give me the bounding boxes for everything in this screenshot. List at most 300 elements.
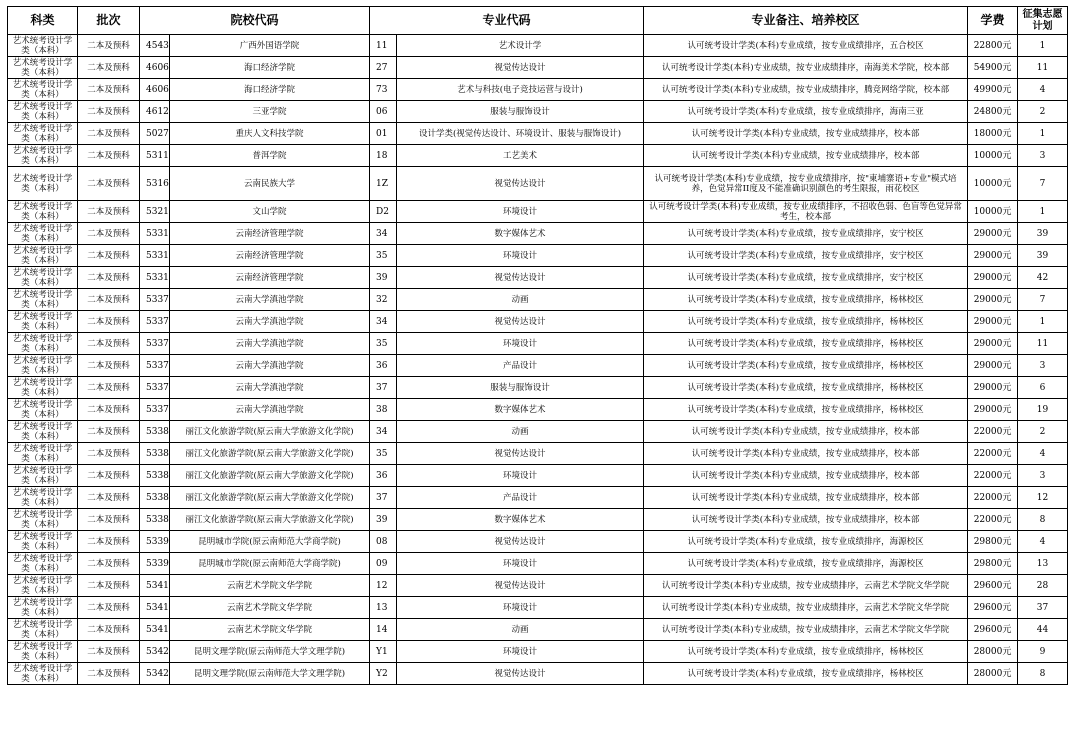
school-name-cell: 丽江文化旅游学院(原云南大学旅游文化学院) (170, 443, 370, 465)
school-id-cell: 4606 (140, 79, 170, 101)
major-id-cell: 12 (370, 575, 397, 597)
table-row (8, 267, 1068, 289)
category-cell: 艺术统考设计学类（本科） (8, 57, 78, 79)
table-row (8, 79, 1068, 101)
major-name-cell: 数字媒体艺术 (397, 223, 644, 245)
school-name-cell: 云南艺术学院文华学院 (170, 597, 370, 619)
category-cell: 艺术统考设计学类（本科） (8, 597, 78, 619)
notes-cell: 认可统考设计学类(本科)专业成绩，按专业成绩排序，云南艺术学院文华学院 (644, 575, 968, 597)
plan-cell: 3 (1018, 465, 1068, 487)
fee-cell: 29800元 (968, 553, 1018, 575)
batch-cell: 二本及预科 (78, 663, 140, 685)
major-name-cell: 环境设计 (397, 245, 644, 267)
school-name-cell: 云南大学滇池学院 (170, 289, 370, 311)
table-row (8, 223, 1068, 245)
school-name-cell: 丽江文化旅游学院(原云南大学旅游文化学院) (170, 421, 370, 443)
admission-plan-sheet (7, 6, 1068, 685)
major-id-cell: 36 (370, 355, 397, 377)
batch-cell: 二本及预科 (78, 57, 140, 79)
plan-cell: 7 (1018, 167, 1068, 201)
batch-cell: 二本及预科 (78, 597, 140, 619)
table-row (8, 167, 1068, 201)
notes-cell: 认可统考设计学类(本科)专业成绩，按专业成绩排序，校本部 (644, 443, 968, 465)
major-id-cell: 01 (370, 123, 397, 145)
table-row (8, 57, 1068, 79)
school-id-cell: 4612 (140, 101, 170, 123)
school-id-cell: 4543 (140, 35, 170, 57)
category-cell: 艺术统考设计学类（本科） (8, 145, 78, 167)
fee-cell: 22000元 (968, 443, 1018, 465)
major-id-cell: 35 (370, 443, 397, 465)
school-id-cell: 5338 (140, 421, 170, 443)
table-row (8, 641, 1068, 663)
header-plan: 征集志愿计划 (1018, 7, 1068, 35)
table-body (8, 35, 1068, 685)
fee-cell: 18000元 (968, 123, 1018, 145)
major-name-cell: 视觉传达设计 (397, 663, 644, 685)
fee-cell: 22000元 (968, 421, 1018, 443)
fee-cell: 29600元 (968, 597, 1018, 619)
category-cell: 艺术统考设计学类（本科） (8, 167, 78, 201)
table-row (8, 443, 1068, 465)
major-name-cell: 视觉传达设计 (397, 311, 644, 333)
notes-cell: 认可统考设计学类(本科)专业成绩，按专业成绩排序，杨林校区 (644, 663, 968, 685)
batch-cell: 二本及预科 (78, 465, 140, 487)
table-row (8, 509, 1068, 531)
fee-cell: 29000元 (968, 377, 1018, 399)
table-row (8, 399, 1068, 421)
school-id-cell: 5338 (140, 487, 170, 509)
fee-cell: 10000元 (968, 145, 1018, 167)
major-name-cell: 视觉传达设计 (397, 167, 644, 201)
fee-cell: 29000元 (968, 355, 1018, 377)
table-row (8, 575, 1068, 597)
batch-cell: 二本及预科 (78, 201, 140, 223)
fee-cell: 49900元 (968, 79, 1018, 101)
table-row (8, 245, 1068, 267)
school-id-cell: 5341 (140, 619, 170, 641)
plan-cell: 44 (1018, 619, 1068, 641)
fee-cell: 22000元 (968, 509, 1018, 531)
header-major-code: 专业代码 (370, 7, 644, 35)
plan-cell: 2 (1018, 421, 1068, 443)
category-cell: 艺术统考设计学类（本科） (8, 333, 78, 355)
school-name-cell: 云南大学滇池学院 (170, 333, 370, 355)
plan-cell: 39 (1018, 223, 1068, 245)
plan-cell: 12 (1018, 487, 1068, 509)
category-cell: 艺术统考设计学类（本科） (8, 355, 78, 377)
school-id-cell: 5331 (140, 245, 170, 267)
major-id-cell: 1Z (370, 167, 397, 201)
category-cell: 艺术统考设计学类（本科） (8, 465, 78, 487)
batch-cell: 二本及预科 (78, 553, 140, 575)
plan-cell: 4 (1018, 531, 1068, 553)
category-cell: 艺术统考设计学类（本科） (8, 101, 78, 123)
batch-cell: 二本及预科 (78, 619, 140, 641)
fee-cell: 29000元 (968, 289, 1018, 311)
category-cell: 艺术统考设计学类（本科） (8, 575, 78, 597)
plan-cell: 7 (1018, 289, 1068, 311)
notes-cell: 认可统考设计学类(本科)专业成绩，按专业成绩排序，不招收色弱、色盲等色觉异常考生，校本部 (644, 201, 968, 223)
major-id-cell: 09 (370, 553, 397, 575)
fee-cell: 54900元 (968, 57, 1018, 79)
school-id-cell: 5342 (140, 641, 170, 663)
table-row (8, 289, 1068, 311)
batch-cell: 二本及预科 (78, 35, 140, 57)
fee-cell: 28000元 (968, 663, 1018, 685)
school-id-cell: 5338 (140, 465, 170, 487)
category-cell: 艺术统考设计学类（本科） (8, 289, 78, 311)
admission-plan-table (7, 6, 1068, 685)
major-id-cell: 06 (370, 101, 397, 123)
major-name-cell: 数字媒体艺术 (397, 509, 644, 531)
major-name-cell: 动画 (397, 619, 644, 641)
table-row (8, 553, 1068, 575)
school-name-cell: 丽江文化旅游学院(原云南大学旅游文化学院) (170, 509, 370, 531)
school-name-cell: 云南民族大学 (170, 167, 370, 201)
major-name-cell: 视觉传达设计 (397, 57, 644, 79)
notes-cell: 认可统考设计学类(本科)专业成绩，按专业成绩排序，云南艺术学院文华学院 (644, 619, 968, 641)
notes-cell: 认可统考设计学类(本科)专业成绩，按专业成绩排序，校本部 (644, 421, 968, 443)
category-cell: 艺术统考设计学类（本科） (8, 79, 78, 101)
major-id-cell: 38 (370, 399, 397, 421)
major-name-cell: 工艺美术 (397, 145, 644, 167)
category-cell: 艺术统考设计学类（本科） (8, 487, 78, 509)
header-school-code: 院校代码 (140, 7, 370, 35)
batch-cell: 二本及预科 (78, 399, 140, 421)
fee-cell: 29000元 (968, 223, 1018, 245)
major-name-cell: 设计学类(视觉传达设计、环境设计、服装与服饰设计) (397, 123, 644, 145)
batch-cell: 二本及预科 (78, 289, 140, 311)
header-row (8, 7, 1068, 35)
fee-cell: 29800元 (968, 531, 1018, 553)
category-cell: 艺术统考设计学类（本科） (8, 123, 78, 145)
school-name-cell: 云南经济管理学院 (170, 223, 370, 245)
major-id-cell: 39 (370, 509, 397, 531)
school-id-cell: 5338 (140, 509, 170, 531)
school-name-cell: 广西外国语学院 (170, 35, 370, 57)
school-id-cell: 5337 (140, 311, 170, 333)
table-row (8, 487, 1068, 509)
batch-cell: 二本及预科 (78, 531, 140, 553)
school-id-cell: 5338 (140, 443, 170, 465)
batch-cell: 二本及预科 (78, 123, 140, 145)
category-cell: 艺术统考设计学类（本科） (8, 531, 78, 553)
school-name-cell: 昆明城市学院(原云南师范大学商学院) (170, 553, 370, 575)
school-id-cell: 5341 (140, 597, 170, 619)
school-name-cell: 云南大学滇池学院 (170, 355, 370, 377)
plan-cell: 1 (1018, 123, 1068, 145)
school-name-cell: 海口经济学院 (170, 57, 370, 79)
school-name-cell: 昆明文理学院(原云南师范大学文理学院) (170, 663, 370, 685)
major-name-cell: 服装与服饰设计 (397, 377, 644, 399)
batch-cell: 二本及预科 (78, 575, 140, 597)
school-name-cell: 云南经济管理学院 (170, 245, 370, 267)
fee-cell: 24800元 (968, 101, 1018, 123)
notes-cell: 认可统考设计学类(本科)专业成绩，按专业成绩排序，海源校区 (644, 553, 968, 575)
school-name-cell: 丽江文化旅游学院(原云南大学旅游文化学院) (170, 465, 370, 487)
major-name-cell: 视觉传达设计 (397, 443, 644, 465)
batch-cell: 二本及预科 (78, 145, 140, 167)
fee-cell: 29000元 (968, 333, 1018, 355)
category-cell: 艺术统考设计学类（本科） (8, 553, 78, 575)
plan-cell: 37 (1018, 597, 1068, 619)
major-name-cell: 艺术设计学 (397, 35, 644, 57)
major-id-cell: 34 (370, 223, 397, 245)
batch-cell: 二本及预科 (78, 223, 140, 245)
table-row (8, 145, 1068, 167)
fee-cell: 10000元 (968, 201, 1018, 223)
fee-cell: 29000元 (968, 311, 1018, 333)
major-name-cell: 艺术与科技(电子竞技运营与设计) (397, 79, 644, 101)
category-cell: 艺术统考设计学类（本科） (8, 641, 78, 663)
notes-cell: 认可统考设计学类(本科)专业成绩，按专业成绩排序，按"東埔寨语+专业"模式培养，色觉异常II度及不能准确识别颜色的考生限报，雨花校区 (644, 167, 968, 201)
major-id-cell: D2 (370, 201, 397, 223)
batch-cell: 二本及预科 (78, 267, 140, 289)
plan-cell: 19 (1018, 399, 1068, 421)
school-id-cell: 5341 (140, 575, 170, 597)
table-row (8, 35, 1068, 57)
header-fee: 学费 (968, 7, 1018, 35)
notes-cell: 认可统考设计学类(本科)专业成绩，按专业成绩排序，杨林校区 (644, 641, 968, 663)
plan-cell: 1 (1018, 201, 1068, 223)
notes-cell: 认可统考设计学类(本科)专业成绩，按专业成绩排序，安宁校区 (644, 245, 968, 267)
fee-cell: 29000元 (968, 267, 1018, 289)
batch-cell: 二本及预科 (78, 421, 140, 443)
school-id-cell: 5337 (140, 355, 170, 377)
major-name-cell: 环境设计 (397, 333, 644, 355)
school-name-cell: 云南艺术学院文华学院 (170, 619, 370, 641)
batch-cell: 二本及预科 (78, 101, 140, 123)
fee-cell: 22800元 (968, 35, 1018, 57)
batch-cell: 二本及预科 (78, 311, 140, 333)
school-id-cell: 5339 (140, 531, 170, 553)
major-id-cell: 73 (370, 79, 397, 101)
batch-cell: 二本及预科 (78, 487, 140, 509)
category-cell: 艺术统考设计学类（本科） (8, 399, 78, 421)
plan-cell: 3 (1018, 355, 1068, 377)
school-name-cell: 云南艺术学院文华学院 (170, 575, 370, 597)
major-id-cell: 34 (370, 421, 397, 443)
table-row (8, 597, 1068, 619)
school-id-cell: 5342 (140, 663, 170, 685)
plan-cell: 39 (1018, 245, 1068, 267)
school-name-cell: 重庆人文科技学院 (170, 123, 370, 145)
major-id-cell: 36 (370, 465, 397, 487)
notes-cell: 认可统考设计学类(本科)专业成绩，按专业成绩排序，腾竞网络学院，校本部 (644, 79, 968, 101)
major-name-cell: 动画 (397, 289, 644, 311)
notes-cell: 认可统考设计学类(本科)专业成绩，按专业成绩排序，海源校区 (644, 531, 968, 553)
notes-cell: 认可统考设计学类(本科)专业成绩，按专业成绩排序，安宁校区 (644, 223, 968, 245)
notes-cell: 认可统考设计学类(本科)专业成绩，按专业成绩排序，杨林校区 (644, 311, 968, 333)
batch-cell: 二本及预科 (78, 355, 140, 377)
table-row (8, 465, 1068, 487)
category-cell: 艺术统考设计学类（本科） (8, 619, 78, 641)
header-batch: 批次 (78, 7, 140, 35)
school-name-cell: 普洱学院 (170, 145, 370, 167)
notes-cell: 认可统考设计学类(本科)专业成绩，按专业成绩排序，校本部 (644, 509, 968, 531)
plan-cell: 4 (1018, 443, 1068, 465)
table-row (8, 311, 1068, 333)
major-name-cell: 环境设计 (397, 641, 644, 663)
major-name-cell: 产品设计 (397, 487, 644, 509)
major-name-cell: 动画 (397, 421, 644, 443)
school-id-cell: 5337 (140, 377, 170, 399)
school-id-cell: 5331 (140, 223, 170, 245)
plan-cell: 11 (1018, 333, 1068, 355)
category-cell: 艺术统考设计学类（本科） (8, 443, 78, 465)
table-row (8, 123, 1068, 145)
batch-cell: 二本及预科 (78, 443, 140, 465)
notes-cell: 认可统考设计学类(本科)专业成绩，按专业成绩排序，五合校区 (644, 35, 968, 57)
major-id-cell: 35 (370, 333, 397, 355)
major-id-cell: 14 (370, 619, 397, 641)
notes-cell: 认可统考设计学类(本科)专业成绩，按专业成绩排序，南海美术学院，校本部 (644, 57, 968, 79)
batch-cell: 二本及预科 (78, 641, 140, 663)
school-name-cell: 文山学院 (170, 201, 370, 223)
major-name-cell: 产品设计 (397, 355, 644, 377)
notes-cell: 认可统考设计学类(本科)专业成绩，按专业成绩排序，杨林校区 (644, 355, 968, 377)
major-name-cell: 视觉传达设计 (397, 267, 644, 289)
school-id-cell: 5337 (140, 333, 170, 355)
category-cell: 艺术统考设计学类（本科） (8, 663, 78, 685)
batch-cell: 二本及预科 (78, 509, 140, 531)
batch-cell: 二本及预科 (78, 245, 140, 267)
plan-cell: 1 (1018, 35, 1068, 57)
school-id-cell: 5331 (140, 267, 170, 289)
notes-cell: 认可统考设计学类(本科)专业成绩，按专业成绩排序，杨林校区 (644, 377, 968, 399)
major-name-cell: 环境设计 (397, 201, 644, 223)
table-row (8, 531, 1068, 553)
category-cell: 艺术统考设计学类（本科） (8, 223, 78, 245)
header-notes: 专业备注、培养校区 (644, 7, 968, 35)
school-id-cell: 5027 (140, 123, 170, 145)
plan-cell: 8 (1018, 509, 1068, 531)
major-id-cell: 35 (370, 245, 397, 267)
batch-cell: 二本及预科 (78, 333, 140, 355)
school-name-cell: 昆明文理学院(原云南师范大学文理学院) (170, 641, 370, 663)
fee-cell: 29000元 (968, 245, 1018, 267)
major-name-cell: 环境设计 (397, 597, 644, 619)
notes-cell: 认可统考设计学类(本科)专业成绩，按专业成绩排序，云南艺术学院文华学院 (644, 597, 968, 619)
school-id-cell: 5311 (140, 145, 170, 167)
notes-cell: 认可统考设计学类(本科)专业成绩，按专业成绩排序，海南三亚 (644, 101, 968, 123)
fee-cell: 29600元 (968, 619, 1018, 641)
fee-cell: 22000元 (968, 465, 1018, 487)
plan-cell: 6 (1018, 377, 1068, 399)
notes-cell: 认可统考设计学类(本科)专业成绩，按专业成绩排序，校本部 (644, 465, 968, 487)
major-id-cell: 11 (370, 35, 397, 57)
major-id-cell: Y2 (370, 663, 397, 685)
plan-cell: 9 (1018, 641, 1068, 663)
plan-cell: 3 (1018, 145, 1068, 167)
major-id-cell: 18 (370, 145, 397, 167)
school-name-cell: 云南大学滇池学院 (170, 311, 370, 333)
school-id-cell: 5337 (140, 289, 170, 311)
fee-cell: 10000元 (968, 167, 1018, 201)
table-row (8, 101, 1068, 123)
category-cell: 艺术统考设计学类（本科） (8, 311, 78, 333)
category-cell: 艺术统考设计学类（本科） (8, 509, 78, 531)
table-row (8, 355, 1068, 377)
plan-cell: 28 (1018, 575, 1068, 597)
notes-cell: 认可统考设计学类(本科)专业成绩，按专业成绩排序，校本部 (644, 487, 968, 509)
school-id-cell: 4606 (140, 57, 170, 79)
school-name-cell: 三亚学院 (170, 101, 370, 123)
category-cell: 艺术统考设计学类（本科） (8, 245, 78, 267)
plan-cell: 4 (1018, 79, 1068, 101)
plan-cell: 13 (1018, 553, 1068, 575)
school-name-cell: 云南经济管理学院 (170, 267, 370, 289)
category-cell: 艺术统考设计学类（本科） (8, 377, 78, 399)
school-id-cell: 5321 (140, 201, 170, 223)
batch-cell: 二本及预科 (78, 377, 140, 399)
notes-cell: 认可统考设计学类(本科)专业成绩，按专业成绩排序，校本部 (644, 145, 968, 167)
notes-cell: 认可统考设计学类(本科)专业成绩，按专业成绩排序，安宁校区 (644, 267, 968, 289)
category-cell: 艺术统考设计学类（本科） (8, 201, 78, 223)
school-name-cell: 云南大学滇池学院 (170, 399, 370, 421)
plan-cell: 2 (1018, 101, 1068, 123)
major-id-cell: 37 (370, 487, 397, 509)
school-name-cell: 云南大学滇池学院 (170, 377, 370, 399)
notes-cell: 认可统考设计学类(本科)专业成绩，按专业成绩排序，杨林校区 (644, 399, 968, 421)
major-id-cell: Y1 (370, 641, 397, 663)
major-id-cell: 08 (370, 531, 397, 553)
major-id-cell: 27 (370, 57, 397, 79)
plan-cell: 42 (1018, 267, 1068, 289)
category-cell: 艺术统考设计学类（本科） (8, 421, 78, 443)
table-row (8, 201, 1068, 223)
school-id-cell: 5316 (140, 167, 170, 201)
major-name-cell: 数字媒体艺术 (397, 399, 644, 421)
fee-cell: 22000元 (968, 487, 1018, 509)
major-id-cell: 39 (370, 267, 397, 289)
major-id-cell: 37 (370, 377, 397, 399)
notes-cell: 认可统考设计学类(本科)专业成绩，按专业成绩排序，杨林校区 (644, 333, 968, 355)
notes-cell: 认可统考设计学类(本科)专业成绩，按专业成绩排序，杨林校区 (644, 289, 968, 311)
category-cell: 艺术统考设计学类（本科） (8, 267, 78, 289)
header-category: 科类 (8, 7, 78, 35)
school-id-cell: 5337 (140, 399, 170, 421)
plan-cell: 11 (1018, 57, 1068, 79)
table-row (8, 377, 1068, 399)
table-row (8, 663, 1068, 685)
school-name-cell: 海口经济学院 (170, 79, 370, 101)
major-name-cell: 服装与服饰设计 (397, 101, 644, 123)
fee-cell: 28000元 (968, 641, 1018, 663)
school-id-cell: 5339 (140, 553, 170, 575)
major-id-cell: 13 (370, 597, 397, 619)
plan-cell: 8 (1018, 663, 1068, 685)
category-cell: 艺术统考设计学类（本科） (8, 35, 78, 57)
batch-cell: 二本及预科 (78, 167, 140, 201)
batch-cell: 二本及预科 (78, 79, 140, 101)
major-name-cell: 视觉传达设计 (397, 531, 644, 553)
fee-cell: 29600元 (968, 575, 1018, 597)
major-id-cell: 32 (370, 289, 397, 311)
major-name-cell: 环境设计 (397, 553, 644, 575)
major-name-cell: 环境设计 (397, 465, 644, 487)
plan-cell: 1 (1018, 311, 1068, 333)
major-name-cell: 视觉传达设计 (397, 575, 644, 597)
major-id-cell: 34 (370, 311, 397, 333)
school-name-cell: 丽江文化旅游学院(原云南大学旅游文化学院) (170, 487, 370, 509)
table-row (8, 333, 1068, 355)
table-row (8, 619, 1068, 641)
fee-cell: 29000元 (968, 399, 1018, 421)
table-row (8, 421, 1068, 443)
notes-cell: 认可统考设计学类(本科)专业成绩，按专业成绩排序，校本部 (644, 123, 968, 145)
